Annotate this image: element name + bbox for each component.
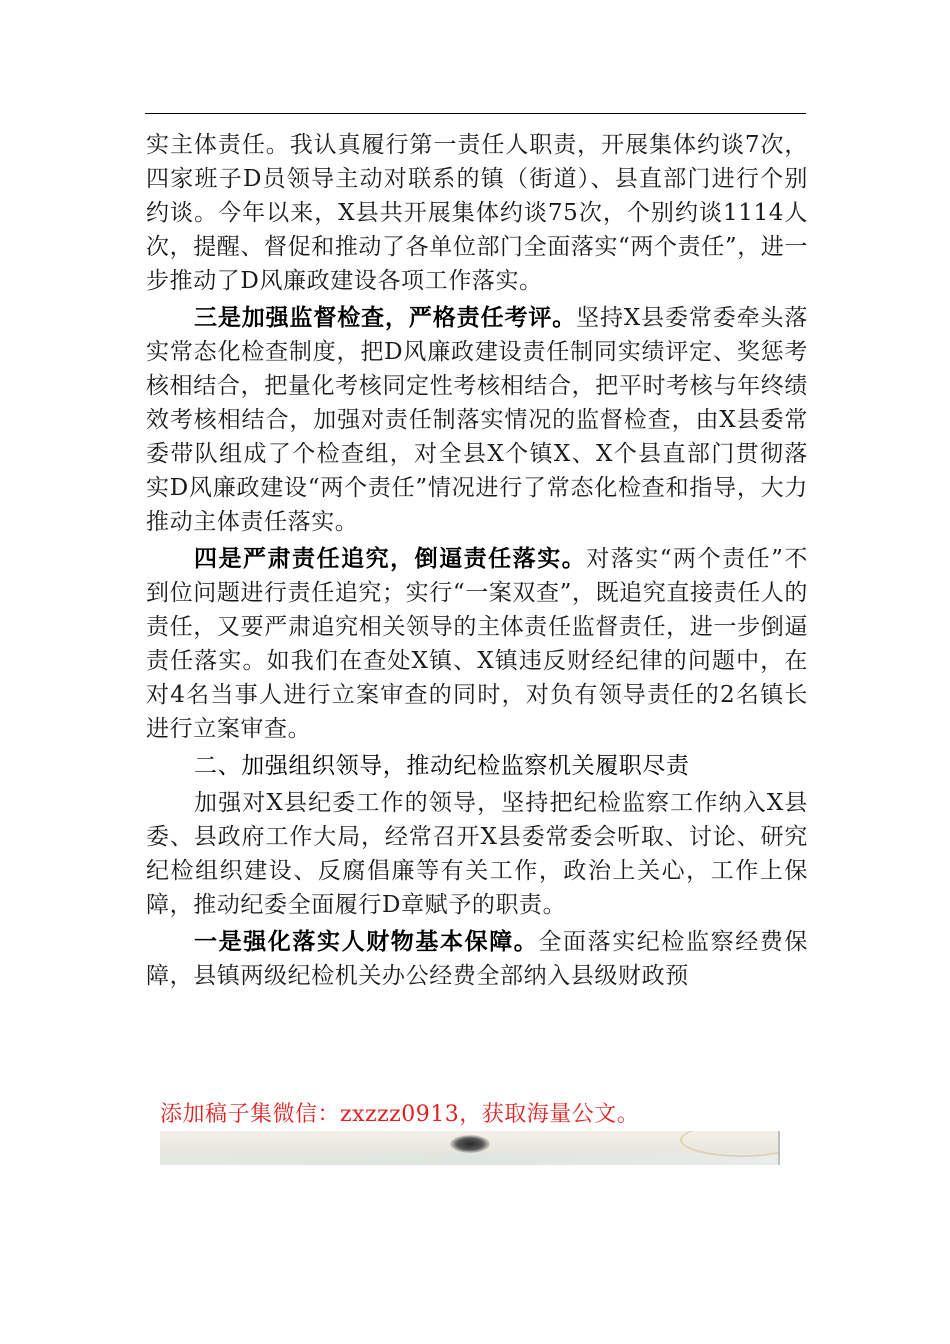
decorative-banner-image <box>160 1131 780 1165</box>
banner-wash <box>160 1153 778 1165</box>
document-body <box>146 128 808 996</box>
paragraph-5-lead: 一是强化落实人财物基本保障。 <box>194 929 539 955</box>
promo-text: 添加稿子集微信：zxzzz0913，获取海量公文。 <box>160 1102 640 1127</box>
ink-blot-graphic <box>450 1135 490 1153</box>
paragraph-3-text: 对落实“两个责任”不到位问题进行责任追究；实行“一案双查”，既追究直接责任人的责任，又要严肃追究相关领导的主体责任监督责任，进一步倒逼责任落实。如我们在查处X镇、X镇违反财经纪律的问题中，在对4名当事人进行立案审查的同时，对负有领导责任的2名镇长进行立案审查。 <box>146 546 808 742</box>
paragraph-2-text: 坚持X县委常委牵头落实常态化检查制度，把D风廉政建设责任制同实绩评定、奖惩考核相结合，把量化考核同定性考核相结合，把平时考核与年终绩效考核相结合，加强对责任制落实情况的监督检查，由X县委常委带队组成了个检查组，对全县X个镇X、X个县直部门贯彻落实D风廉政建设“两个责任”情况进行了常态化检查和指导，大力推动主体责任落实。 <box>146 305 808 535</box>
paragraph-3-lead: 四是严肃责任追究，倒逼责任落实。 <box>194 546 587 572</box>
paragraph-2-lead: 三是加强监督检查，严格责任考评。 <box>194 305 577 331</box>
paragraph-4: 加强对X县纪委工作的领导，坚持把纪检监察工作纳入X县委、县政府工作大局，经常召开X县委常委会听取、讨论、研究纪检组织建设、反腐倡廉等有关工作，政治上关心，工作上保障，推动纪委全面履行D章赋予的职责。 <box>146 790 808 918</box>
paragraph-2 <box>146 301 808 539</box>
section-heading: 二、加强组织领导，推动纪检监察机关履职尽责 <box>194 753 690 779</box>
paragraph-3 <box>146 542 808 746</box>
paragraph-5-text: 全面落实纪检监察经费保障，县镇两级纪检机关办公经费全部纳入县级财政预 <box>146 929 808 989</box>
paragraph-1: 实主体责任。我认真履行第一责任人职责，开展集体约谈7次，四家班子D员领导主动对联系的镇（街道）、县直部门进行个别约谈。今年以来，X县共开展集体约谈75次，个别约谈1114人次，提醒、督促和推动了各单位部门全面落实“两个责任”，进一步推动了D风廉政建设各项工作落实。 <box>146 132 808 294</box>
header-rule <box>145 113 806 114</box>
paragraph-5 <box>146 925 808 993</box>
